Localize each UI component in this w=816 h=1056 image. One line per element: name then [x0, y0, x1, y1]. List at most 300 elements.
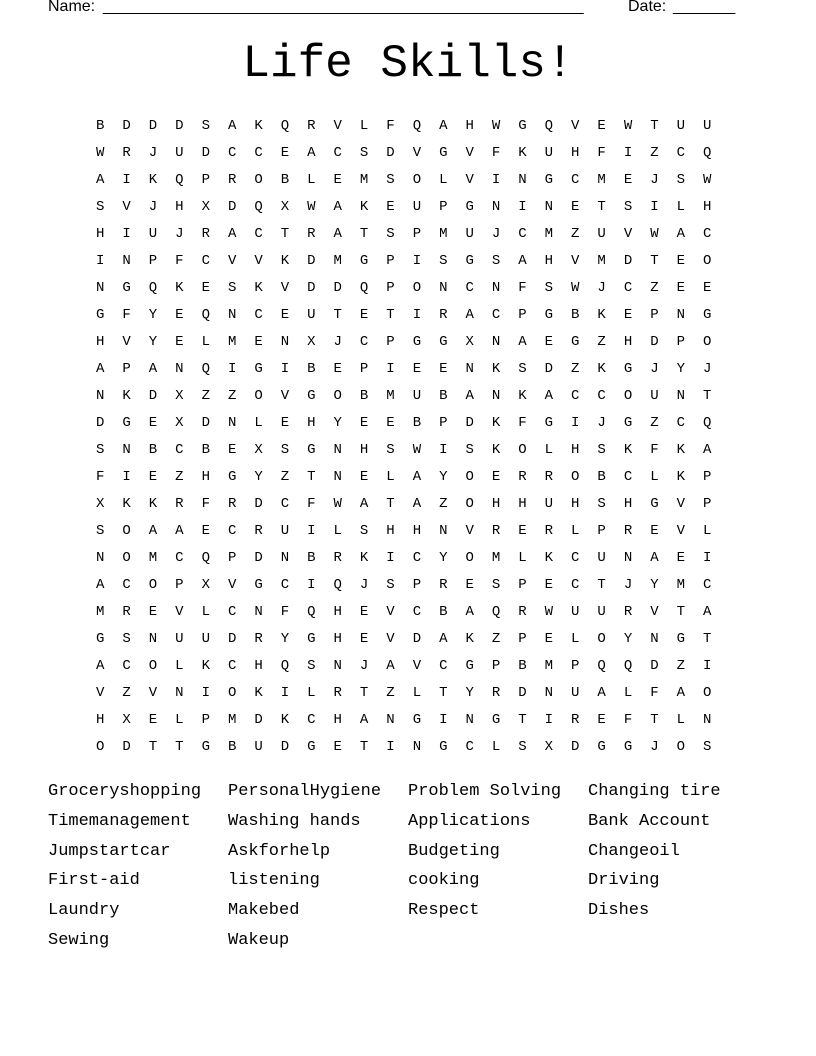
grid-letter: D — [280, 739, 290, 755]
grid-letter: Q — [412, 118, 422, 134]
name-blank[interactable]: ______________________________________________________ — [103, 0, 584, 15]
grid-letter: D — [201, 145, 210, 161]
grid-letter: C — [227, 523, 237, 539]
grid-letter: G — [571, 334, 580, 350]
grid-letter: N — [491, 280, 501, 296]
grid-letter: O — [254, 388, 263, 404]
grid-letter: M — [544, 226, 554, 242]
grid-letter: G — [122, 415, 131, 431]
grid-row — [96, 305, 729, 332]
grid-letter: O — [702, 253, 712, 269]
grid-letter: Z — [175, 469, 184, 485]
word-list-item: Respect — [408, 901, 480, 921]
grid-letter: C — [122, 658, 131, 674]
grid-letter: Q — [702, 415, 712, 431]
grid-letter: K — [676, 442, 685, 458]
grid-letter: M — [227, 334, 237, 350]
grid-letter: G — [307, 739, 316, 755]
grid-letter: C — [491, 307, 501, 323]
grid-letter: P — [122, 361, 131, 377]
grid-letter: A — [412, 469, 422, 485]
word-list-item: Applications — [408, 811, 531, 831]
grid-letter: E — [280, 307, 290, 323]
grid-letter: E — [676, 550, 685, 566]
word-list-item: Wakeup — [228, 930, 290, 950]
grid-letter: F — [650, 442, 659, 458]
grid-letter: I — [650, 199, 659, 215]
grid-letter: E — [359, 307, 369, 323]
word-list-item: Laundry — [48, 901, 120, 921]
grid-letter: N — [676, 307, 685, 323]
grid-letter: H — [307, 415, 316, 431]
grid-letter: C — [518, 226, 527, 242]
grid-letter: G — [623, 415, 633, 431]
grid-letter: C — [280, 577, 290, 593]
grid-letter: F — [597, 145, 606, 161]
grid-letter: M — [597, 172, 606, 188]
grid-letter: E — [702, 280, 712, 296]
grid-letter: G — [227, 469, 237, 485]
grid-letter: S — [623, 199, 633, 215]
grid-letter: Z — [650, 415, 659, 431]
grid-letter: L — [175, 658, 184, 674]
grid-letter: U — [597, 604, 606, 620]
grid-letter: W — [333, 496, 342, 512]
grid-letter: K — [676, 469, 685, 485]
word-list-item: listening — [228, 871, 320, 891]
grid-letter: P — [518, 631, 527, 647]
grid-letter: R — [333, 685, 342, 701]
grid-letter: Q — [359, 280, 369, 296]
grid-row — [96, 656, 729, 683]
grid-letter: V — [465, 523, 474, 539]
letter-grid — [96, 116, 729, 764]
grid-letter: L — [175, 712, 184, 728]
grid-letter: I — [122, 172, 131, 188]
grid-letter: G — [544, 307, 554, 323]
grid-letter: I — [702, 550, 712, 566]
grid-letter: S — [386, 577, 395, 593]
grid-letter: C — [465, 280, 474, 296]
grid-letter: X — [280, 199, 290, 215]
grid-letter: E — [148, 469, 158, 485]
grid-letter: L — [491, 739, 501, 755]
grid-letter: H — [333, 712, 342, 728]
grid-letter: B — [359, 388, 369, 404]
grid-letter: H — [333, 631, 342, 647]
grid-letter: Q — [491, 604, 501, 620]
grid-letter: D — [227, 199, 237, 215]
grid-letter: A — [465, 604, 474, 620]
grid-letter: H — [333, 604, 342, 620]
grid-row — [96, 332, 729, 359]
grid-letter: L — [386, 469, 395, 485]
grid-letter: E — [597, 712, 606, 728]
grid-letter: R — [175, 496, 184, 512]
grid-letter: T — [333, 307, 342, 323]
grid-letter: P — [148, 253, 158, 269]
grid-letter: E — [386, 199, 395, 215]
grid-letter: F — [201, 496, 210, 512]
grid-letter: I — [623, 145, 633, 161]
grid-letter: O — [518, 442, 527, 458]
grid-letter: B — [96, 118, 105, 134]
grid-letter: K — [122, 496, 131, 512]
grid-letter: Z — [280, 469, 290, 485]
grid-letter: R — [491, 523, 501, 539]
grid-letter: B — [571, 307, 580, 323]
word-list-item: Groceryshopping — [48, 782, 202, 801]
grid-letter: Q — [201, 550, 210, 566]
grid-letter: B — [439, 388, 448, 404]
grid-letter: H — [702, 199, 712, 215]
grid-letter: C — [623, 280, 633, 296]
grid-letter: J — [359, 658, 369, 674]
grid-letter: S — [227, 280, 237, 296]
grid-letter: N — [96, 550, 105, 566]
grid-letter: E — [175, 307, 184, 323]
grid-letter: E — [412, 361, 422, 377]
grid-letter: C — [280, 496, 290, 512]
grid-letter: P — [386, 334, 395, 350]
grid-letter: F — [650, 685, 659, 701]
grid-letter: E — [254, 334, 263, 350]
grid-letter: D — [465, 415, 474, 431]
grid-letter: C — [676, 145, 685, 161]
grid-letter: C — [571, 550, 580, 566]
grid-letter: V — [96, 685, 105, 701]
grid-letter: E — [333, 739, 342, 755]
grid-letter: F — [96, 469, 105, 485]
grid-letter: C — [227, 604, 237, 620]
grid-letter: S — [676, 172, 685, 188]
grid-letter: T — [439, 685, 448, 701]
grid-letter: P — [359, 361, 369, 377]
grid-letter: G — [254, 361, 263, 377]
grid-letter: E — [491, 469, 501, 485]
grid-row — [96, 629, 729, 656]
grid-letter: Z — [571, 226, 580, 242]
grid-letter: Q — [333, 577, 342, 593]
grid-letter: L — [333, 523, 342, 539]
grid-letter: A — [386, 658, 395, 674]
grid-letter: U — [175, 631, 184, 647]
grid-letter: C — [412, 604, 422, 620]
grid-letter: A — [227, 226, 237, 242]
grid-letter: Q — [280, 118, 290, 134]
grid-letter: O — [571, 469, 580, 485]
grid-letter: E — [280, 415, 290, 431]
grid-letter: I — [439, 712, 448, 728]
grid-letter: V — [386, 604, 395, 620]
grid-letter: C — [307, 712, 316, 728]
grid-row — [96, 440, 729, 467]
grid-letter: N — [465, 361, 474, 377]
word-list-item: Changing tire — [588, 782, 721, 801]
grid-letter: I — [386, 361, 395, 377]
grid-letter: Y — [254, 469, 263, 485]
grid-letter: O — [148, 658, 158, 674]
grid-letter: T — [518, 712, 527, 728]
grid-letter: E — [623, 307, 633, 323]
grid-row — [96, 548, 729, 575]
grid-letter: J — [650, 739, 659, 755]
grid-letter: P — [386, 253, 395, 269]
grid-letter: A — [227, 118, 237, 134]
grid-letter: J — [148, 199, 158, 215]
grid-letter: M — [544, 658, 554, 674]
grid-letter: G — [307, 388, 316, 404]
grid-letter: T — [359, 226, 369, 242]
grid-letter: S — [96, 523, 105, 539]
grid-letter: S — [465, 442, 474, 458]
grid-letter: J — [359, 577, 369, 593]
grid-letter: I — [280, 685, 290, 701]
grid-letter: E — [148, 712, 158, 728]
grid-letter: N — [148, 631, 158, 647]
grid-letter: H — [254, 658, 263, 674]
grid-letter: N — [491, 388, 501, 404]
grid-letter: X — [201, 577, 210, 593]
grid-letter: V — [571, 118, 580, 134]
grid-letter: E — [359, 631, 369, 647]
grid-letter: P — [491, 658, 501, 674]
grid-letter: V — [227, 577, 237, 593]
grid-letter: E — [148, 415, 158, 431]
grid-letter: Q — [307, 604, 316, 620]
grid-letter: C — [702, 577, 712, 593]
grid-letter: O — [702, 685, 712, 701]
grid-letter: C — [333, 145, 342, 161]
grid-row — [96, 386, 729, 413]
grid-letter: U — [544, 145, 554, 161]
grid-letter: S — [96, 442, 105, 458]
grid-letter: V — [227, 253, 237, 269]
grid-letter: Y — [439, 550, 448, 566]
word-list-item: PersonalHygiene — [228, 782, 382, 801]
grid-letter: T — [650, 253, 659, 269]
grid-letter: S — [96, 199, 105, 215]
grid-letter: K — [254, 118, 263, 134]
grid-letter: H — [201, 469, 210, 485]
grid-letter: G — [307, 631, 316, 647]
grid-row — [96, 494, 729, 521]
grid-letter: L — [412, 685, 422, 701]
grid-letter: J — [623, 577, 633, 593]
word-list-item: Dishes — [588, 901, 650, 921]
grid-letter: N — [702, 712, 712, 728]
grid-letter: N — [227, 415, 237, 431]
grid-letter: O — [597, 631, 606, 647]
grid-letter: O — [412, 172, 422, 188]
grid-letter: L — [307, 172, 316, 188]
grid-letter: A — [359, 496, 369, 512]
grid-letter: H — [544, 253, 554, 269]
grid-letter: D — [518, 685, 527, 701]
grid-letter: A — [518, 253, 527, 269]
grid-letter: U — [597, 550, 606, 566]
grid-letter: Z — [122, 685, 131, 701]
grid-letter: D — [412, 631, 422, 647]
grid-letter: R — [307, 118, 316, 134]
grid-letter: E — [201, 523, 210, 539]
grid-letter: E — [571, 199, 580, 215]
grid-letter: F — [518, 415, 527, 431]
grid-letter: T — [359, 739, 369, 755]
grid-letter: D — [544, 361, 554, 377]
grid-letter: G — [439, 739, 448, 755]
grid-letter: X — [201, 199, 210, 215]
grid-letter: I — [571, 415, 580, 431]
grid-letter: A — [175, 523, 184, 539]
grid-letter: C — [254, 145, 263, 161]
header — [48, 0, 748, 20]
grid-letter: R — [439, 577, 448, 593]
grid-letter: R — [227, 172, 237, 188]
grid-letter: K — [122, 388, 131, 404]
grid-letter: V — [676, 496, 685, 512]
grid-letter: A — [412, 496, 422, 512]
grid-letter: Y — [148, 307, 158, 323]
word-list-item: Askforhelp — [228, 841, 331, 861]
grid-letter: V — [254, 253, 263, 269]
grid-letter: I — [307, 523, 316, 539]
grid-letter: A — [676, 685, 685, 701]
grid-letter: C — [439, 658, 448, 674]
grid-letter: S — [122, 631, 131, 647]
grid-letter: R — [439, 307, 448, 323]
grid-letter: R — [122, 145, 131, 161]
grid-letter: N — [175, 361, 184, 377]
grid-letter: I — [386, 739, 395, 755]
grid-letter: V — [386, 631, 395, 647]
grid-letter: V — [412, 145, 422, 161]
grid-letter: T — [175, 739, 184, 755]
grid-letter: G — [676, 631, 685, 647]
grid-row — [96, 278, 729, 305]
grid-letter: K — [254, 280, 263, 296]
date-blank[interactable]: _______ — [673, 0, 736, 15]
grid-letter: E — [597, 118, 606, 134]
grid-letter: P — [201, 172, 210, 188]
grid-letter: D — [571, 739, 580, 755]
grid-letter: L — [201, 604, 210, 620]
grid-letter: A — [518, 334, 527, 350]
grid-row — [96, 521, 729, 548]
grid-letter: A — [544, 388, 554, 404]
grid-letter: E — [333, 172, 342, 188]
grid-letter: Z — [386, 685, 395, 701]
grid-letter: B — [227, 739, 237, 755]
word-list — [48, 780, 808, 959]
grid-letter: R — [623, 523, 633, 539]
grid-letter: G — [650, 496, 659, 512]
grid-letter: R — [544, 469, 554, 485]
grid-letter: D — [201, 415, 210, 431]
word-list-item: Makebed — [228, 901, 300, 921]
grid-letter: K — [465, 631, 474, 647]
grid-letter: G — [702, 307, 712, 323]
grid-letter: K — [518, 145, 527, 161]
grid-letter: P — [518, 577, 527, 593]
grid-letter: R — [333, 550, 342, 566]
grid-letter: N — [623, 550, 633, 566]
grid-letter: Z — [227, 388, 237, 404]
grid-letter: L — [359, 118, 369, 134]
grid-letter: G — [465, 658, 474, 674]
word-list-item: First-aid — [48, 871, 140, 891]
grid-letter: F — [623, 712, 633, 728]
grid-letter: Q — [148, 280, 158, 296]
grid-letter: R — [571, 712, 580, 728]
grid-letter: P — [386, 280, 395, 296]
grid-letter: U — [280, 523, 290, 539]
grid-letter: R — [254, 631, 263, 647]
grid-letter: E — [359, 469, 369, 485]
grid-letter: T — [650, 712, 659, 728]
grid-letter: B — [597, 469, 606, 485]
grid-letter: M — [359, 172, 369, 188]
grid-letter: V — [280, 388, 290, 404]
grid-row — [96, 683, 729, 710]
grid-row — [96, 413, 729, 440]
grid-letter: N — [280, 550, 290, 566]
grid-letter: H — [96, 226, 105, 242]
grid-letter: E — [148, 604, 158, 620]
grid-letter: G — [96, 307, 105, 323]
grid-letter: C — [227, 658, 237, 674]
grid-letter: N — [96, 388, 105, 404]
grid-letter: M — [676, 577, 685, 593]
grid-letter: E — [544, 631, 554, 647]
grid-letter: B — [201, 442, 210, 458]
grid-letter: D — [386, 145, 395, 161]
grid-letter: C — [465, 739, 474, 755]
grid-letter: Y — [650, 577, 659, 593]
grid-letter: G — [491, 712, 501, 728]
grid-letter: K — [148, 172, 158, 188]
grid-letter: E — [623, 172, 633, 188]
grid-letter: H — [96, 712, 105, 728]
grid-letter: V — [280, 280, 290, 296]
grid-letter: E — [544, 577, 554, 593]
grid-letter: F — [122, 307, 131, 323]
grid-letter: V — [650, 604, 659, 620]
word-list-item: Changeoil — [588, 841, 680, 861]
grid-letter: W — [702, 172, 712, 188]
grid-letter: O — [122, 550, 131, 566]
grid-letter: G — [623, 361, 633, 377]
grid-letter: P — [175, 577, 184, 593]
grid-letter: O — [623, 388, 633, 404]
grid-letter: S — [518, 361, 527, 377]
grid-letter: U — [597, 226, 606, 242]
grid-letter: H — [491, 496, 501, 512]
grid-letter: B — [280, 172, 290, 188]
grid-letter: C — [175, 550, 184, 566]
grid-letter: J — [650, 361, 659, 377]
name-label: Name: — [48, 0, 96, 15]
grid-letter: J — [333, 334, 342, 350]
grid-row — [96, 224, 729, 251]
grid-letter: G — [544, 172, 554, 188]
grid-letter: R — [518, 469, 527, 485]
grid-letter: P — [597, 523, 606, 539]
grid-letter: H — [571, 145, 580, 161]
grid-letter: S — [491, 253, 501, 269]
grid-letter: U — [676, 118, 685, 134]
grid-letter: D — [227, 631, 237, 647]
